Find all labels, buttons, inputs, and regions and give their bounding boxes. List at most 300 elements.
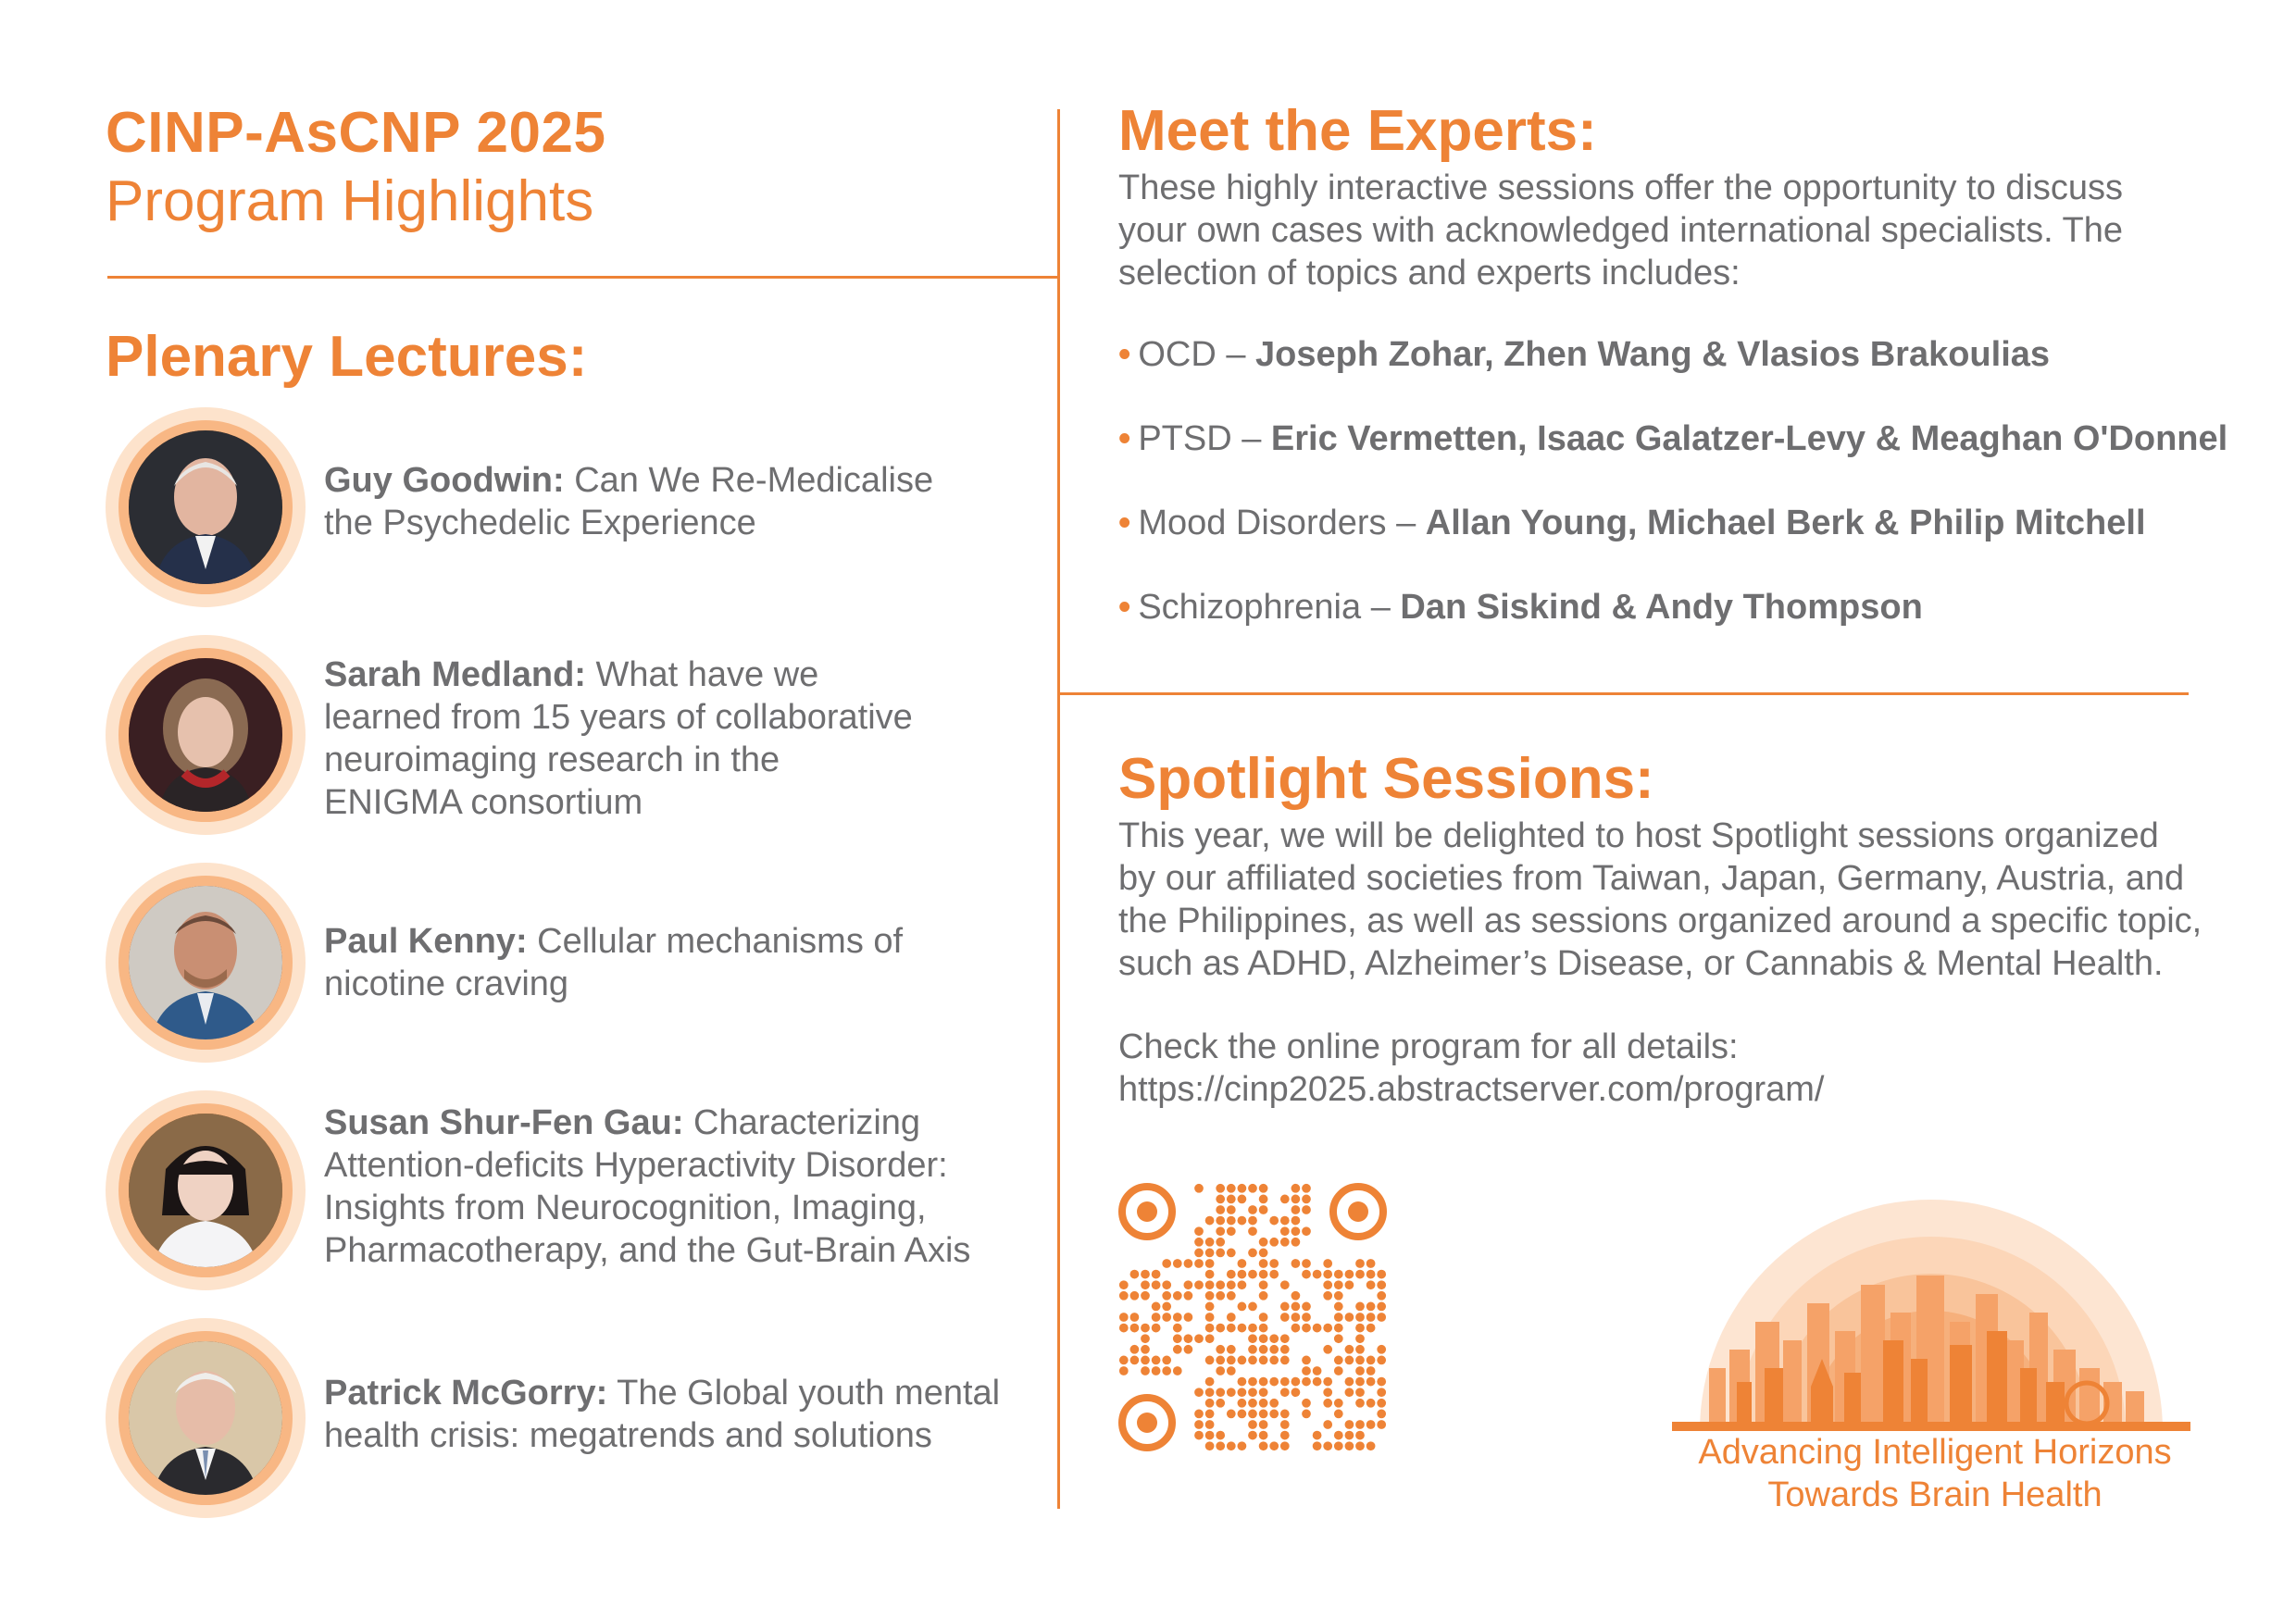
speaker-text <box>324 653 913 824</box>
qr-dot <box>1377 1270 1386 1279</box>
qr-dot <box>1248 1420 1257 1429</box>
qr-dot <box>1366 1356 1376 1365</box>
qr-dot <box>1205 1420 1215 1429</box>
qr-dot <box>1366 1302 1376 1312</box>
qr-dot <box>1313 1270 1322 1279</box>
qr-dot <box>1345 1356 1354 1365</box>
qr-dot <box>1259 1431 1268 1440</box>
qr-dot <box>1334 1431 1343 1440</box>
qr-dot <box>1366 1259 1376 1268</box>
qr-dot <box>1227 1356 1236 1365</box>
qr-dot <box>1227 1388 1236 1397</box>
qr-dot <box>1162 1259 1171 1268</box>
qr-dot <box>1141 1366 1150 1375</box>
qr-dot <box>1216 1249 1225 1258</box>
qr-dot <box>1259 1441 1268 1450</box>
qr-dot <box>1345 1313 1354 1322</box>
qr-dot <box>1323 1345 1332 1354</box>
qr-dot <box>1366 1313 1376 1322</box>
qr-dot <box>1248 1226 1257 1236</box>
spotlight-line: by our affiliated societies from Taiwan, Japan, Germany, Austria, and <box>1118 859 2185 898</box>
program-url-link[interactable]: https://cinp2025.abstractserver.com/program/ <box>1118 1070 1825 1109</box>
qr-dot <box>1173 1313 1182 1322</box>
qr-dot <box>1345 1280 1354 1289</box>
qr-dot <box>1227 1280 1236 1289</box>
logo-tagline <box>1657 1431 2213 1516</box>
qr-dot <box>1194 1280 1204 1289</box>
qr-dot <box>1302 1205 1311 1214</box>
qr-dot <box>1238 1441 1247 1450</box>
speaker-photo-frame <box>106 1090 306 1290</box>
qr-dot <box>1184 1291 1193 1301</box>
qr-dot <box>1280 1334 1290 1343</box>
qr-dot <box>1130 1356 1140 1365</box>
qr-dot <box>1355 1441 1365 1450</box>
qr-dot <box>1269 1377 1279 1387</box>
qr-dot <box>1248 1345 1257 1354</box>
qr-dot <box>1205 1270 1215 1279</box>
qr-dot <box>1205 1291 1215 1301</box>
qr-dot <box>1366 1366 1376 1375</box>
qr-dot <box>1302 1324 1311 1333</box>
qr-dot <box>1184 1280 1193 1289</box>
qr-dot <box>1377 1399 1386 1408</box>
experts-intro-line: These highly interactive sessions offer the opportunity to discuss <box>1118 168 2123 207</box>
qr-dot <box>1205 1431 1215 1440</box>
speaker-text <box>324 1372 1000 1457</box>
qr-dot <box>1280 1302 1290 1312</box>
qr-dot <box>1119 1366 1129 1375</box>
qr-dot <box>1238 1399 1247 1408</box>
qr-dot <box>1141 1270 1150 1279</box>
qr-dot <box>1227 1249 1236 1258</box>
qr-dot <box>1292 1259 1301 1268</box>
qr-pattern-icon <box>1118 1183 1387 1451</box>
qr-dot <box>1302 1259 1311 1268</box>
divider-vertical <box>1057 109 1060 1509</box>
qr-dot <box>1227 1345 1236 1354</box>
qr-dot <box>1205 1388 1215 1397</box>
qr-dot <box>1227 1195 1236 1204</box>
qr-dot <box>1259 1259 1268 1268</box>
qr-dot <box>1152 1356 1161 1365</box>
qr-dot <box>1248 1399 1257 1408</box>
qr-dot <box>1205 1399 1215 1408</box>
qr-dot <box>1259 1345 1268 1354</box>
talk-title-line: Can We Re-Medicalise <box>564 461 934 500</box>
qr-dot <box>1323 1420 1332 1429</box>
qr-dot <box>1184 1334 1193 1343</box>
qr-dot <box>1366 1280 1376 1289</box>
qr-dot <box>1205 1334 1215 1343</box>
qr-dot <box>1292 1313 1301 1322</box>
speaker-text <box>324 1101 970 1272</box>
qr-dot <box>1323 1259 1332 1268</box>
qr-dot <box>1216 1345 1225 1354</box>
qr-dot <box>1259 1324 1268 1333</box>
qr-dot <box>1323 1270 1332 1279</box>
qr-dot <box>1248 1270 1257 1279</box>
speaker-photo-frame <box>106 635 306 835</box>
speaker-photo-frame <box>106 863 306 1063</box>
conference-title: CINP-AsCNP 2025 <box>106 101 606 165</box>
qr-dot <box>1269 1345 1279 1354</box>
qr-dot <box>1302 1270 1311 1279</box>
qr-dot <box>1216 1431 1225 1440</box>
qr-dot <box>1269 1356 1279 1365</box>
qr-dot <box>1205 1302 1215 1312</box>
speaker-card <box>106 1318 1031 1518</box>
speaker-text <box>324 459 933 544</box>
qr-dot <box>1323 1377 1332 1387</box>
qr-dot <box>1269 1410 1279 1419</box>
qr-dot <box>1248 1324 1257 1333</box>
speaker-name: Paul Kenny: <box>324 922 528 961</box>
qr-dot <box>1248 1377 1257 1387</box>
qr-dot <box>1119 1324 1129 1333</box>
qr-dot <box>1248 1410 1257 1419</box>
qr-dot <box>1292 1184 1301 1193</box>
qr-dot <box>1248 1302 1257 1312</box>
qr-dot <box>1355 1345 1365 1354</box>
qr-dot <box>1173 1259 1182 1268</box>
qr-dot <box>1194 1259 1204 1268</box>
qr-dot <box>1205 1313 1215 1322</box>
qr-dot <box>1205 1216 1215 1226</box>
qr-dot <box>1130 1270 1140 1279</box>
qr-dot <box>1216 1366 1225 1375</box>
qr-dot <box>1334 1302 1343 1312</box>
qr-dot <box>1355 1431 1365 1440</box>
qr-dot <box>1194 1420 1204 1429</box>
qr-dot <box>1227 1226 1236 1236</box>
qr-dot <box>1280 1377 1290 1387</box>
qr-dot <box>1280 1420 1290 1429</box>
topic-experts: Dan Siskind & Andy Thompson <box>1400 588 1923 627</box>
qr-dot <box>1194 1410 1204 1419</box>
qr-dot <box>1334 1334 1343 1343</box>
qr-dot <box>1194 1184 1204 1193</box>
qr-dot <box>1292 1238 1301 1247</box>
qr-dot <box>1334 1324 1343 1333</box>
talk-title-line: Cellular mechanisms of <box>527 922 904 961</box>
qr-dot <box>1269 1259 1279 1268</box>
qr-dot <box>1377 1291 1386 1301</box>
qr-dot <box>1194 1249 1204 1258</box>
qr-dot <box>1345 1345 1354 1354</box>
qr-dot <box>1323 1324 1332 1333</box>
spotlight-title: Spotlight Sessions: <box>1118 747 1654 811</box>
qr-dot <box>1345 1431 1354 1440</box>
talk-title-line: Insights from Neurocognition, Imaging, <box>324 1189 927 1227</box>
qr-dot <box>1280 1431 1290 1440</box>
qr-dot <box>1334 1313 1343 1322</box>
qr-dot <box>1377 1280 1386 1289</box>
qr-dot <box>1377 1356 1386 1365</box>
qr-dot <box>1334 1356 1343 1365</box>
qr-dot <box>1280 1345 1290 1354</box>
bullet-icon: • <box>1118 335 1131 374</box>
qr-dot <box>1269 1270 1279 1279</box>
talk-title-line: Pharmacotherapy, and the Gut-Brain Axis <box>324 1231 971 1270</box>
speaker-photo <box>129 886 282 1039</box>
qr-dot <box>1238 1195 1247 1204</box>
qr-dot <box>1366 1270 1376 1279</box>
talk-title-line: The Global youth mental <box>607 1374 1001 1413</box>
qr-dot <box>1302 1195 1311 1204</box>
qr-dot <box>1152 1302 1161 1312</box>
qr-dot <box>1238 1216 1247 1226</box>
spotlight-line: the Philippines, as well as sessions organized around a specific topic, <box>1118 902 2202 940</box>
qr-dot <box>1130 1324 1140 1333</box>
qr-dot <box>1355 1366 1365 1375</box>
speaker-card <box>106 635 1031 835</box>
talk-title-line: nicotine craving <box>324 965 569 1003</box>
qr-dot <box>1280 1238 1290 1247</box>
qr-dot <box>1216 1195 1225 1204</box>
talk-title-line: Attention-deficits Hyperactivity Disorder: <box>324 1146 948 1185</box>
topic-label: OCD – <box>1138 335 1256 374</box>
qr-dot <box>1184 1345 1193 1354</box>
qr-dot <box>1162 1356 1171 1365</box>
qr-dot <box>1216 1388 1225 1397</box>
qr-dot <box>1119 1313 1129 1322</box>
qr-dot <box>1334 1441 1343 1450</box>
qr-dot <box>1141 1334 1150 1343</box>
topic-label: Mood Disorders – <box>1138 504 1426 542</box>
speaker-name: Sarah Medland: <box>324 655 586 694</box>
talk-title-line: ENIGMA consortium <box>324 783 643 822</box>
qr-dot <box>1280 1356 1290 1365</box>
qr-dot <box>1259 1410 1268 1419</box>
qr-dot <box>1238 1377 1247 1387</box>
qr-dot <box>1269 1334 1279 1343</box>
qr-dot <box>1355 1377 1365 1387</box>
spotlight-body <box>1118 815 2248 985</box>
qr-dot <box>1302 1302 1311 1312</box>
qr-dot <box>1345 1441 1354 1450</box>
qr-dot <box>1216 1226 1225 1236</box>
qr-dot <box>1162 1302 1171 1312</box>
qr-dot <box>1141 1345 1150 1354</box>
qr-dot <box>1216 1238 1225 1247</box>
qr-dot <box>1216 1205 1225 1214</box>
qr-dot <box>1377 1377 1386 1387</box>
qr-dot <box>1269 1238 1279 1247</box>
talk-title-line: health crisis: megatrends and solutions <box>324 1416 932 1455</box>
qr-dot <box>1259 1249 1268 1258</box>
topic-experts: Allan Young, Michael Berk & Philip Mitchell <box>1425 504 2146 542</box>
qr-dot <box>1238 1356 1247 1365</box>
qr-dot <box>1205 1280 1215 1289</box>
qr-dot <box>1292 1195 1301 1204</box>
qr-dot <box>1355 1302 1365 1312</box>
qr-dot <box>1313 1431 1322 1440</box>
qr-dot <box>1345 1420 1354 1429</box>
qr-dot <box>1259 1238 1268 1247</box>
qr-dot <box>1377 1388 1386 1397</box>
qr-dot <box>1280 1195 1290 1204</box>
qr-dot <box>1248 1184 1257 1193</box>
qr-dot <box>1302 1377 1311 1387</box>
qr-dot <box>1216 1324 1225 1333</box>
qr-dot <box>1173 1366 1182 1375</box>
qr-dot <box>1313 1377 1322 1387</box>
qr-dot <box>1313 1324 1322 1333</box>
qr-dot <box>1238 1324 1247 1333</box>
qr-dot <box>1366 1377 1376 1387</box>
qr-dot <box>1345 1388 1354 1397</box>
speaker-name: Patrick McGorry: <box>324 1374 608 1413</box>
qr-dot <box>1205 1249 1215 1258</box>
qr-dot <box>1377 1420 1386 1429</box>
topic-label: Schizophrenia – <box>1138 588 1401 627</box>
qr-dot <box>1259 1388 1268 1397</box>
qr-dot <box>1355 1420 1365 1429</box>
qr-dot <box>1377 1345 1386 1354</box>
qr-dot <box>1162 1291 1171 1301</box>
expert-topic-item <box>1118 419 2227 459</box>
qr-dot <box>1280 1313 1290 1322</box>
speaker-name: Guy Goodwin: <box>324 461 565 500</box>
qr-dot <box>1238 1259 1247 1268</box>
qr-dot <box>1205 1356 1215 1365</box>
qr-dot <box>1377 1302 1386 1312</box>
speaker-photo-frame <box>106 407 306 607</box>
topic-experts: Joseph Zohar, Zhen Wang & Vlasios Brakoulias <box>1255 335 2051 374</box>
qr-dot <box>1205 1324 1215 1333</box>
qr-dot <box>1280 1226 1290 1236</box>
qr-dot <box>1302 1226 1311 1236</box>
qr-dot <box>1377 1410 1386 1419</box>
qr-dot <box>1248 1388 1257 1397</box>
qr-dot <box>1227 1216 1236 1226</box>
qr-code[interactable] <box>1118 1183 1387 1451</box>
qr-dot <box>1334 1291 1343 1301</box>
qr-dot <box>1292 1291 1301 1301</box>
qr-dot <box>1227 1313 1236 1322</box>
speaker-photo <box>129 1341 282 1495</box>
qr-dot <box>1162 1280 1171 1289</box>
qr-dot <box>1227 1324 1236 1333</box>
qr-dot <box>1205 1441 1215 1450</box>
qr-dot <box>1313 1441 1322 1450</box>
expert-topic-item <box>1118 335 2050 375</box>
speaker-photo <box>129 430 282 584</box>
qr-dot <box>1130 1291 1140 1301</box>
qr-dot <box>1173 1345 1182 1354</box>
qr-dot <box>1355 1388 1365 1397</box>
qr-dot <box>1216 1184 1225 1193</box>
qr-dot <box>1323 1441 1332 1450</box>
qr-dot <box>1194 1238 1204 1247</box>
qr-dot <box>1184 1259 1193 1268</box>
topic-label: PTSD – <box>1138 419 1271 458</box>
qr-dot <box>1238 1388 1247 1397</box>
qr-dot <box>1366 1420 1376 1429</box>
qr-dot <box>1280 1388 1290 1397</box>
qr-dot <box>1194 1226 1204 1236</box>
qr-dot <box>1248 1334 1257 1343</box>
qr-dot <box>1216 1399 1225 1408</box>
qr-dot <box>1152 1313 1161 1322</box>
qr-dot <box>1194 1388 1204 1397</box>
qr-dot <box>1227 1410 1236 1419</box>
bullet-icon: • <box>1118 419 1131 458</box>
qr-dot <box>1248 1216 1257 1226</box>
qr-dot <box>1216 1280 1225 1289</box>
qr-dot <box>1227 1184 1236 1193</box>
qr-dot <box>1292 1226 1301 1236</box>
qr-dot <box>1194 1334 1204 1343</box>
qr-dot <box>1269 1441 1279 1450</box>
experts-intro-line: selection of topics and experts includes: <box>1118 254 1741 292</box>
qr-dot <box>1173 1334 1182 1343</box>
check-program-text: Check the online program for all details: <box>1118 1027 1739 1066</box>
qr-dot <box>1152 1280 1161 1289</box>
qr-dot <box>1184 1313 1193 1322</box>
qr-dot <box>1292 1388 1301 1397</box>
talk-title-line: Characterizing <box>683 1103 921 1142</box>
qr-dot <box>1141 1356 1150 1365</box>
qr-dot <box>1280 1410 1290 1419</box>
qr-dot <box>1248 1431 1257 1440</box>
qr-dot <box>1238 1270 1247 1279</box>
qr-dot <box>1205 1377 1215 1387</box>
qr-dot <box>1259 1334 1268 1343</box>
qr-dot <box>1334 1280 1343 1289</box>
conference-logo-icon <box>1672 1183 2190 1431</box>
qr-dot <box>1227 1205 1236 1214</box>
qr-dot <box>1334 1270 1343 1279</box>
qr-dot <box>1259 1184 1268 1193</box>
qr-dot <box>1269 1216 1279 1226</box>
qr-dot <box>1227 1366 1236 1375</box>
qr-dot <box>1366 1324 1376 1333</box>
qr-dot <box>1292 1216 1301 1226</box>
experts-intro-line: your own cases with acknowledged international specialists. The <box>1118 211 2124 250</box>
qr-dot <box>1119 1291 1129 1301</box>
qr-dot <box>1130 1313 1140 1322</box>
speaker-name: Susan Shur-Fen Gau: <box>324 1103 684 1142</box>
qr-dot <box>1216 1291 1225 1301</box>
qr-dot <box>1334 1366 1343 1375</box>
expert-topic-item <box>1118 588 1923 628</box>
talk-title-line: neuroimaging research in the <box>324 741 780 779</box>
qr-dot <box>1323 1280 1332 1289</box>
qr-dot <box>1152 1270 1161 1279</box>
qr-dot <box>1152 1324 1161 1333</box>
qr-dot <box>1248 1205 1257 1214</box>
qr-dot <box>1366 1399 1376 1408</box>
qr-dot <box>1238 1184 1247 1193</box>
qr-dot <box>1152 1366 1161 1375</box>
qr-dot <box>1238 1410 1247 1419</box>
experts-intro <box>1118 167 2229 294</box>
speaker-card <box>106 863 1031 1063</box>
qr-dot <box>1269 1399 1279 1408</box>
qr-dot <box>1313 1366 1322 1375</box>
qr-dot <box>1173 1324 1182 1333</box>
qr-dot <box>1355 1324 1365 1333</box>
qr-dot <box>1162 1313 1171 1322</box>
qr-dot <box>1355 1313 1365 1322</box>
spotlight-line: This year, we will be delighted to host Spotlight sessions organized <box>1118 816 2159 855</box>
qr-dot <box>1216 1441 1225 1450</box>
qr-dot <box>1205 1410 1215 1419</box>
qr-dot <box>1280 1441 1290 1450</box>
qr-dot <box>1302 1410 1311 1419</box>
